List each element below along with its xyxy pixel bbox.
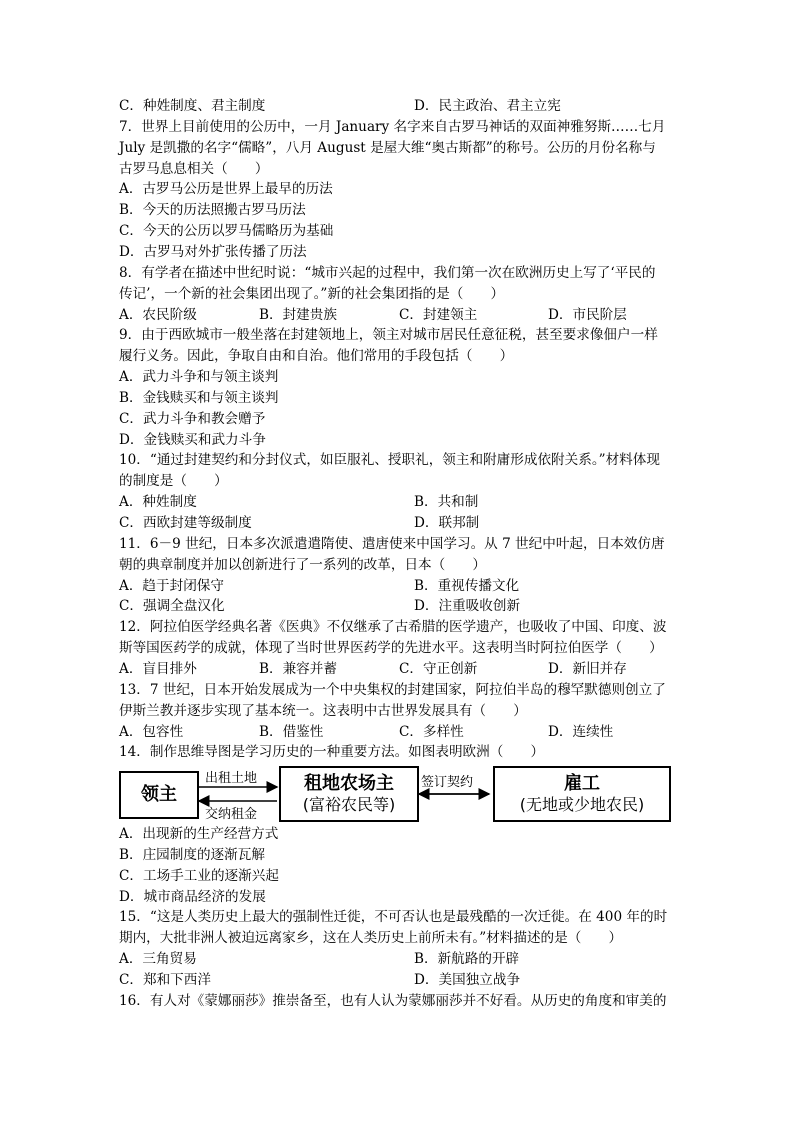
answer-option: D．民主政治、君主立宪 (414, 98, 561, 114)
thinking-map-diagram (119, 763, 671, 825)
text-line (119, 513, 679, 533)
answer-option: C．西欧封建等级制度 (119, 515, 252, 531)
text-line: 传记’，一个新的社会集团出现了。”新的社会集团指的是（ ） (119, 285, 505, 302)
answer-option: D．连续性 (548, 723, 614, 740)
box-laborer-subtitle: (无地或少地农民) (519, 795, 645, 814)
answer-option: C．种姓制度、君主制度 (119, 98, 266, 114)
text-line: A．武力斗争和与领主谈判 (119, 369, 279, 386)
answer-option: B．借鉴性 (259, 723, 324, 740)
answer-option: D．新旧并存 (548, 660, 627, 677)
box-tenant-farmer (279, 766, 419, 822)
box-lord-label: 领主 (141, 784, 177, 805)
text-line (119, 596, 679, 616)
text-line: 12．阿拉伯医学经典名著《医典》不仅继承了古希腊的医学遗产，也吸收了中国、印度、波 (119, 619, 667, 636)
box-lord (119, 771, 199, 819)
text-line: C．武力斗争和教会赠予 (119, 410, 266, 427)
text-line: B．庄园制度的逐渐瓦解 (119, 846, 265, 863)
text-line: 14．制作思维导图是学习历史的一种重要方法。如图表明欧洲（ ） (119, 744, 545, 761)
answer-option: C．郑和下西洋 (119, 971, 211, 988)
text-line (119, 722, 679, 742)
text-line (119, 949, 679, 969)
text-line: B．金钱赎买和与领主谈判 (119, 389, 279, 406)
answer-option: B．兼容并蓄 (259, 660, 337, 677)
text-line: 10．“通过封建契约和分封仪式，如臣服礼、授职礼，领主和附庸形成依附关系。”材料体现 (119, 452, 660, 469)
answer-option: A．种姓制度 (119, 494, 197, 511)
answer-option: B．共和制 (414, 494, 479, 511)
label-pay-rent: 交纳租金 (205, 807, 258, 822)
box-tenant-subtitle: (富裕农民等) (302, 795, 396, 814)
text-line: 履行义务。因此，争取自由和自治。他们常用的手段包括（ ） (119, 348, 514, 365)
answer-option: C．多样性 (399, 723, 464, 740)
text-line: C．工场手工业的逐渐兴起 (119, 867, 279, 884)
text-line: 伊斯兰教并逐步实现了基本统一。这表明中古世界发展具有（ ） (119, 702, 527, 719)
text-line: A．古罗马公历是世界上最早的历法 (119, 181, 333, 198)
text-line: 期内，大批非洲人被迫远离家乡，这在人类历史上前所未有。”材料描述的是（ ） (119, 930, 623, 947)
answer-option: A．包容性 (119, 723, 184, 740)
text-line (119, 659, 679, 679)
text-line: July 是凯撒的名字“儒略”，八月 August 是屋大维“奥古斯都”的称号。公历的月份名称与 (119, 139, 656, 156)
text-line: 16．有人对《蒙娜丽莎》推崇备至，也有人认为蒙娜丽莎并不好看。从历史的角度和审美的 (119, 992, 667, 1009)
text-line: 古罗马息息相关（ ） (119, 160, 269, 177)
answer-option: D．美国独立战争 (414, 971, 521, 988)
text-line: 8．有学者在描述中世纪时说：“城市兴起的过程中，我们第一次在欧洲历史上写了‘平民的 (119, 264, 656, 281)
text-line: 9．由于西欧城市一般坐落在封建领地上，领主对城市居民任意征税，甚至要求像佃户一样 (119, 327, 658, 344)
text-line (119, 576, 679, 596)
text-line: 15．“这是人类历史上最大的强制性迁徙，不可否认也是最残酷的一次迁徙。在 400 年的时 (119, 909, 668, 926)
text-line (119, 492, 679, 512)
text-line: 11．6－9 世纪，日本多次派遣遣隋使、遣唐使来中国学习。从 7 世纪中叶起，日本效仿唐 (119, 535, 665, 552)
text-line: 13．7 世纪，日本开始发展成为一个中央集权的封建国家，阿拉伯半岛的穆罕默德则创立了 (119, 681, 666, 698)
answer-option: A．农民阶级 (119, 306, 197, 323)
answer-option: A．盲目排外 (119, 660, 197, 677)
answer-option: B．新航路的开辟 (414, 951, 520, 968)
answer-option: B．重视传播文化 (414, 577, 520, 594)
answer-option: C．守正创新 (399, 660, 478, 677)
text-line: D．金钱赎买和武力斗争 (119, 431, 266, 448)
box-tenant-title: 租地农场主 (304, 773, 394, 794)
answer-option: D．注重吸收创新 (414, 598, 521, 615)
answer-option: A．三角贸易 (119, 951, 197, 968)
text-line (119, 970, 679, 990)
text-line: 斯等国医药学的成就，体现了当时世界医药学的先进水平。这表明当时阿拉伯医学（ ） (119, 640, 663, 657)
box-laborer-title: 雇工 (564, 773, 600, 794)
text-line: C．今天的公历以罗马儒略历为基础 (119, 223, 334, 240)
answer-option: B．封建贵族 (259, 306, 337, 323)
text-line: D．古罗马对外扩张传播了历法 (119, 243, 307, 260)
text-line: 7．世界上目前使用的公历中，一月 January 名字来自古罗马神话的双面神雅努斯……七月 (119, 118, 666, 135)
answer-option: D．市民阶层 (548, 306, 627, 323)
text-line (119, 96, 679, 116)
box-hired-laborer (493, 766, 671, 822)
text-line: 朝的典章制度并加以创新进行了一系列的改革，日本（ ） (119, 556, 487, 573)
text-line: B．今天的历法照搬古罗马历法 (119, 202, 306, 219)
text-line: D．城市商品经济的发展 (119, 888, 266, 905)
text-line: A．出现新的生产经营方式 (119, 826, 279, 842)
answer-option: D．联邦制 (414, 515, 480, 531)
answer-option: A．趋于封闭保守 (119, 577, 224, 594)
answer-option: C．强调全盘汉化 (119, 598, 225, 615)
answer-option: C．封建领主 (399, 306, 478, 323)
label-sign-contract: 签订契约 (421, 775, 474, 790)
label-rent-out-land: 出租土地 (205, 771, 258, 786)
text-line (119, 305, 679, 325)
text-line: 的制度是（ ） (119, 473, 228, 490)
